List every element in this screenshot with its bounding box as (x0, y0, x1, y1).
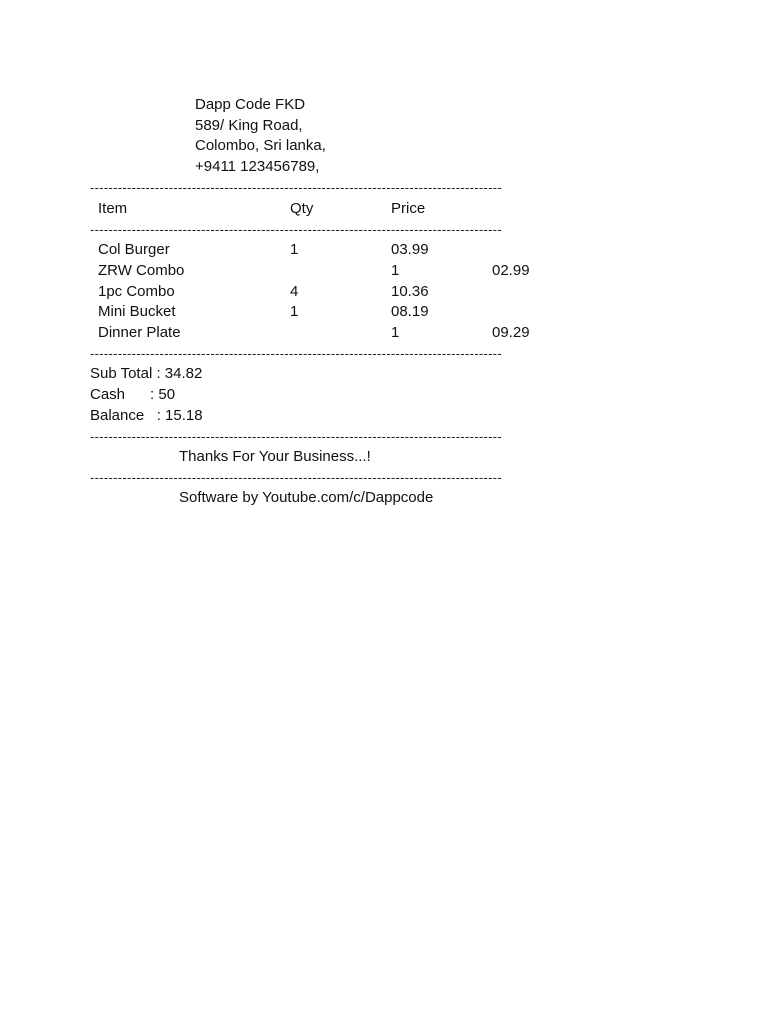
item-name: Col Burger (98, 241, 170, 258)
store-name: Dapp Code FKD (195, 96, 306, 113)
phone-number: +9411 123456789, (195, 158, 320, 175)
subtotal: Sub Total : 34.82 (90, 365, 203, 382)
separator-line: ----------------------------------------------------------------------------------------- (90, 346, 502, 361)
item-row (0, 262, 768, 282)
item-name: 1pc Combo (98, 283, 175, 300)
item-row (0, 324, 768, 344)
cash-paid: Cash : 50 (90, 386, 176, 403)
separator-line: ----------------------------------------------------------------------------------------- (90, 429, 502, 444)
separator-line: ----------------------------------------------------------------------------------------- (90, 180, 502, 195)
software-credit: Software by Youtube.com/c/Dappcode (179, 489, 434, 506)
item-name: Mini Bucket (98, 303, 176, 320)
item-qty: 1 (290, 303, 299, 320)
item-price: 03.99 (391, 241, 429, 258)
item-row (0, 283, 768, 303)
item-extra: 09.29 (492, 324, 530, 341)
item-name: ZRW Combo (98, 262, 185, 279)
address-line-2: Colombo, Sri lanka, (195, 137, 326, 154)
address-line-1: 589/ King Road, (195, 117, 303, 134)
item-price: 1 (391, 262, 400, 279)
item-qty: 1 (290, 241, 299, 258)
separator-line: ----------------------------------------------------------------------------------------- (90, 470, 502, 485)
item-price: 10.36 (391, 283, 429, 300)
item-price: 08.19 (391, 303, 429, 320)
item-extra: 02.99 (492, 262, 530, 279)
item-row (0, 303, 768, 323)
item-price: 1 (391, 324, 400, 341)
item-qty: 4 (290, 283, 299, 300)
item-row (0, 241, 768, 261)
balance: Balance : 15.18 (90, 407, 203, 424)
column-header-item: Item (98, 200, 128, 217)
column-header-qty: Qty (290, 200, 314, 217)
separator-line: ----------------------------------------------------------------------------------------- (90, 222, 502, 237)
item-name: Dinner Plate (98, 324, 181, 341)
column-header-price: Price (391, 200, 426, 217)
thanks-message: Thanks For Your Business...! (179, 448, 371, 465)
column-header-row (0, 200, 768, 220)
